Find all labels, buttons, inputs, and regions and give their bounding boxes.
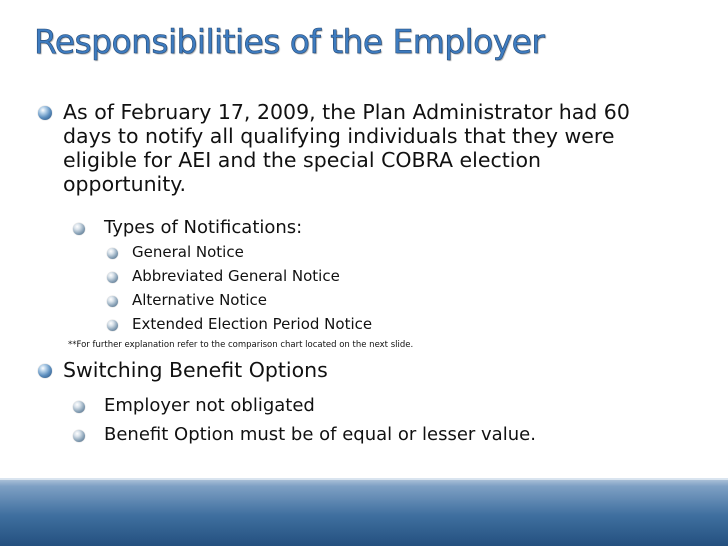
bullet-text-line: opportunity. [63,172,187,196]
sub-bullet-icon [73,430,85,442]
bullet-text-line: Switching Benefit Options [63,358,328,382]
sub-bullet-icon [73,223,85,235]
sub-bullet-label: Types of Notifications: [104,217,303,238]
sub-bullet-label: Employer not obligated [104,395,315,416]
bullet-text-line: As of February 17, 2009, the Plan Administrator had 60 [63,100,630,124]
sub-sub-bullet-icon [107,296,118,307]
bullet-point-icon [38,364,52,378]
slide-title: Responsibilities of the Employer [34,22,545,61]
sub-sub-bullet-icon [107,272,118,283]
sub-bullet-icon [73,401,85,413]
notification-type-item: Extended Election Period Notice [132,315,373,333]
bullet-text-line: days to notify all qualifying individuals that they were [63,124,615,148]
footer-bar [0,478,728,546]
notification-type-item: Alternative Notice [132,291,267,309]
sub-sub-bullet-icon [107,248,118,259]
sub-bullet-label: Benefit Option must be of equal or lesser value. [104,424,536,445]
sub-sub-bullet-icon [107,320,118,331]
bullet-point-icon [38,106,52,120]
notification-type-item: Abbreviated General Notice [132,267,340,285]
footnote: **For further explanation refer to the comparison chart located on the next slide. [68,340,414,350]
bullet-text-line: eligible for AEI and the special COBRA election [63,148,542,172]
notification-type-item: General Notice [132,243,244,261]
